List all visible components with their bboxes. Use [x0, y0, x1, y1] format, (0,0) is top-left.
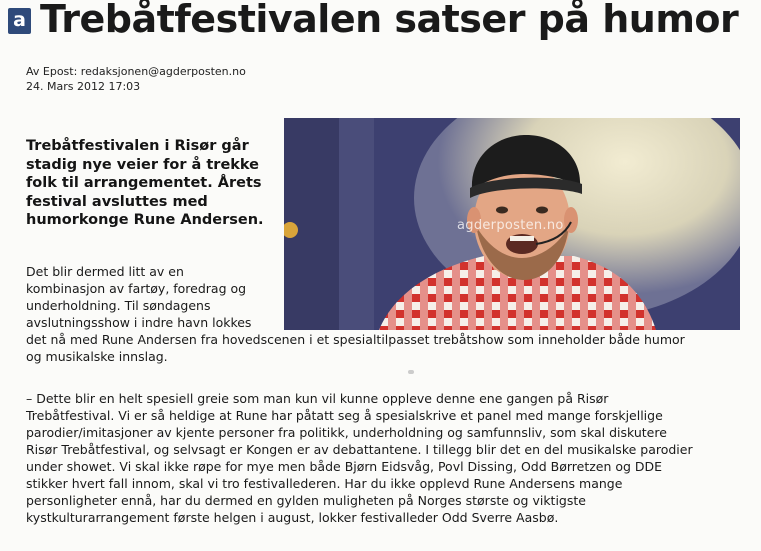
paragraph-line: kombinasjon av fartøy, foredrag og	[26, 281, 247, 296]
paragraph-line: underholdning. Til søndagens	[26, 298, 211, 313]
byline-author: Av Epost: redaksjonen@agderposten.no	[26, 65, 246, 78]
paragraph-line: det nå med Rune Andersen fra hovedscenen i et spesialtilpasset trebåtshow som inneholder både humor	[26, 332, 685, 347]
paragraph-line: Risør Trebåtfestival, og selvsagt er Kongen er av debattantene. I tillegg blir det en del musikalske parodier	[26, 442, 693, 457]
paragraph-line: stikker hvert fall innom, skal vi tro festivallederen. Har du ikke opplevd Rune Andersens mange	[26, 476, 623, 491]
paragraph-line: Trebåtfestival. Vi er så heldige at Rune har påtatt seg å spesialskrive et panel med mange forskjellige	[26, 408, 663, 423]
byline-date: 24. Mars 2012 17:03	[26, 80, 141, 93]
article-ingress	[26, 137, 288, 230]
paragraph-line: avslutningsshow i indre havn lokkes	[26, 315, 252, 330]
ingress-line: stadig nye veier for å trekke	[26, 156, 260, 173]
paragraph-line: kystkulturarrangement første helgen i august, lokker festivalleder Odd Sverre Aasbø.	[26, 510, 559, 525]
article-paragraph-1	[26, 263, 754, 365]
article-headline: Trebåtfestivalen satser på humor	[40, 0, 739, 41]
paragraph-line: Det blir dermed litt av en	[26, 264, 184, 279]
source-badge: a	[8, 8, 31, 34]
ingress-line: festival avsluttes med	[26, 193, 208, 210]
paragraph-line: personligheter ennå, har du dermed en gylden muligheten på Norges største og viktigste	[26, 493, 586, 508]
paragraph-line: under showet. Vi skal ikke røpe for mye men både Bjørn Eidsvåg, Povl Dissing, Odd Børretzen og DDE	[26, 459, 663, 474]
ingress-line: folk til arrangementet. Årets	[26, 175, 262, 191]
paragraph-line: og musikalske innslag.	[26, 349, 168, 364]
article-paragraph-2	[26, 390, 756, 526]
paragraph-line: parodier/imitasjoner av kjente personer fra politikk, underholdning og samfunnsliv, som skal diskutere	[26, 425, 667, 440]
ingress-line: Trebåtfestivalen i Risør går	[26, 138, 249, 154]
scan-speck	[408, 370, 414, 374]
paragraph-line: – Dette blir en helt spesiell greie som man kun vil kunne oppleve denne ene gangen på Risør	[26, 391, 609, 406]
byline	[26, 64, 246, 94]
photo-watermark: agderposten.no	[457, 218, 564, 233]
ingress-line: humorkonge Rune Andersen.	[26, 212, 264, 228]
